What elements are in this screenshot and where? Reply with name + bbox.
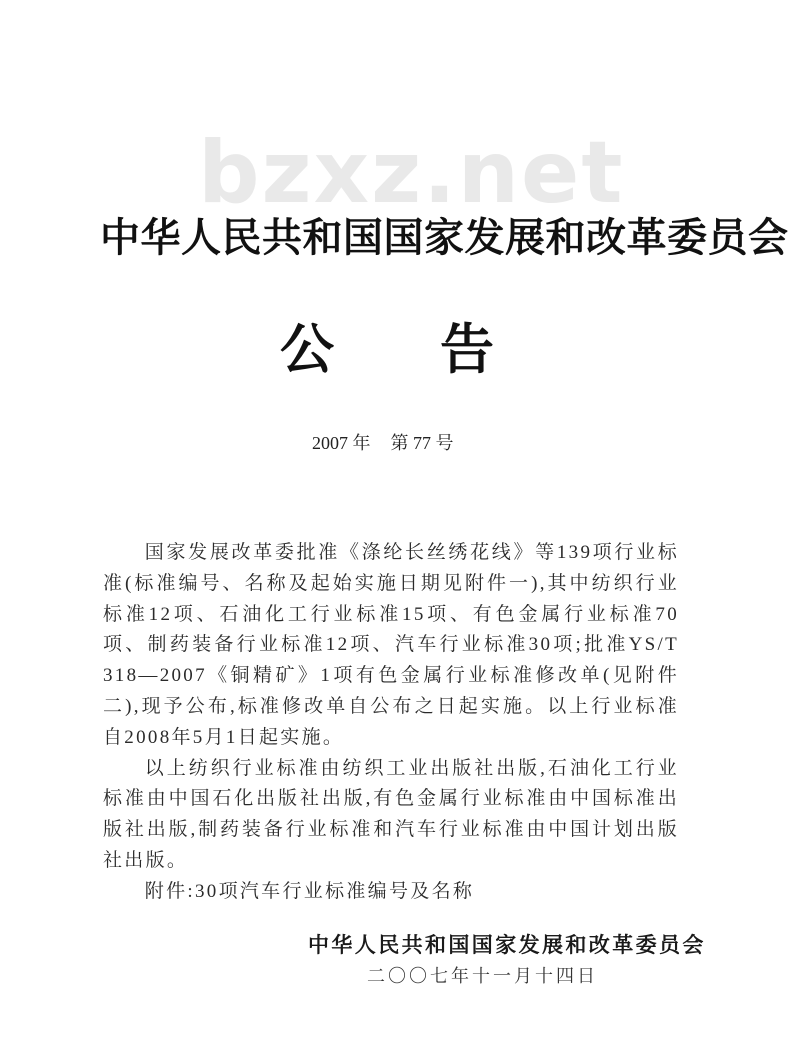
issue-year: 2007 年: [312, 433, 371, 453]
issue-number: 第 77 号: [390, 433, 454, 453]
signature-organization: 中华人民共和国国家发展和改革委员会: [308, 932, 706, 957]
body-paragraph-approval: 国家发展改革委批准《涤纶长丝绣花线》等139项行业标准(标准编号、名称及起始实施日期见附件一),其中纺织行业标准12项、石油化工行业标准15项、有色金属行业标准70项、制药装备行业标准12项、汽车行业标准30项;批准YS/T 318—2007《铜精矿》1项有色金属行业标准修改单(见附件二),现予公布,标准修改单自公布之日起实施。以上行业标准自2008年5月1日起实施。: [103, 542, 679, 748]
issuing-organization-title: 中华人民共和国国家发展和改革委员会: [100, 214, 789, 261]
document-type-char-2: 告: [440, 317, 494, 381]
document-type-heading: [278, 314, 508, 384]
body-paragraph-attachment: 附件:30项汽车行业标准编号及名称: [144, 880, 475, 902]
body-paragraph-publishers: 以上纺织行业标准由纺织工业出版社出版,石油化工行业标准由中国石化出版社出版,有色金属行业标准由中国标准出版社出版,制药装备行业标准和汽车行业标准由中国计划出版社出版。: [103, 757, 679, 871]
issue-number-line: [312, 430, 454, 456]
watermark: bzxz.net: [198, 123, 625, 223]
announcement-body: [103, 538, 679, 908]
document-type-char-1: 公: [280, 317, 334, 381]
signature-date: 二〇〇七年十一月十四日: [367, 966, 598, 986]
